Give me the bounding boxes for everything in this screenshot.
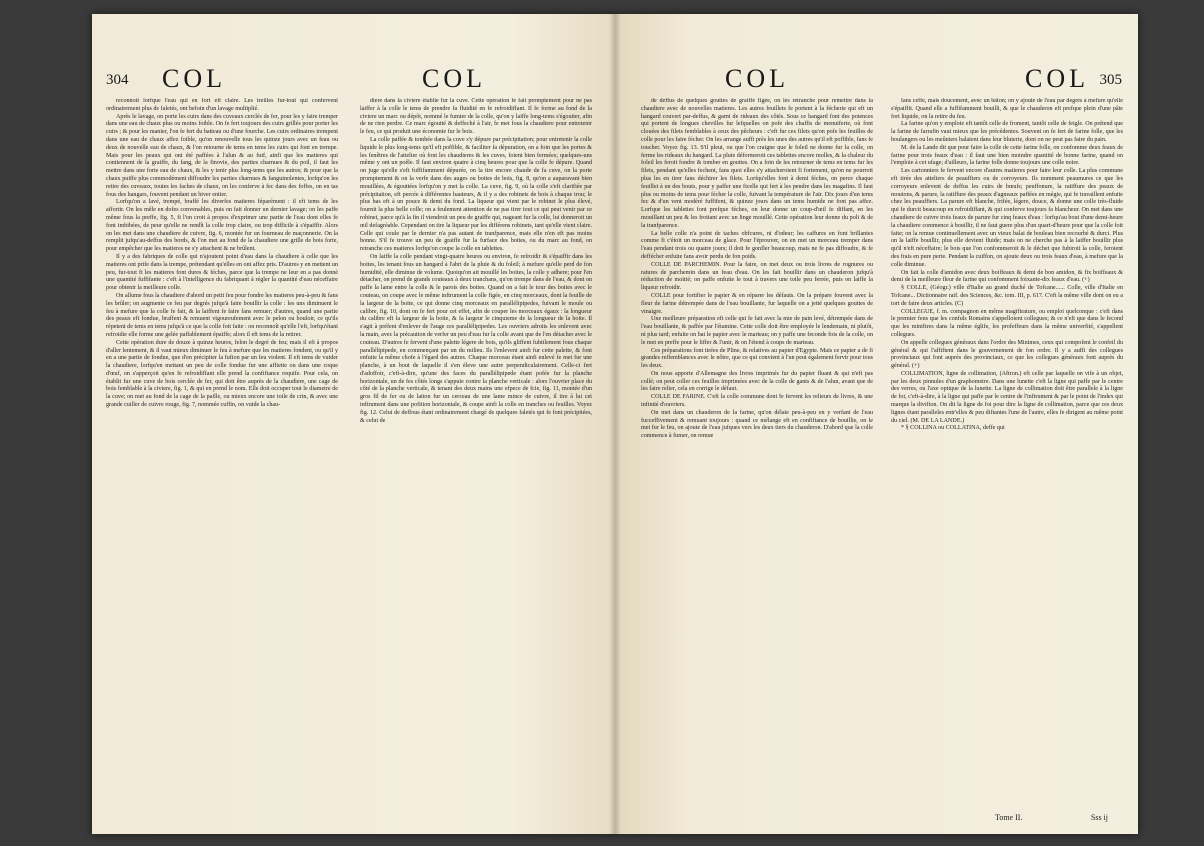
paragraph: Lorfqu'on a lavé, trempé, braffé les diverfes matieres féparément : il eft tems de les affortir. On les mêle en dofes convenables, puis on fait donner un dernier lavage; on les paffe même fous la preffe, fig. 5, fi l'on croit à propos d'exprimer une partie de l'eau dont elles fe font imbibées, de peur qu'elle ne rendît la colle trop claire, ou trop difficile à s'épaiffir. Alors on les met dans une chaudiere de cuivre, fig. 6, montée fur un fourneau de maçonnerie. On la remplit jufqu'au-deffus des bords, & l'on met au fond de la chaudiere une grille de bois forte, pour empêcher que les matieres ne s'y attachent & ne brûlent.: [106, 199, 338, 253]
paragraph: Une meilleure préparation eft celle qui fe fait avec la mie de pain levé, détrempée dans de l'eau bouillante, & paffée par l'étamine. Cette colle doit être employée le lendemain, ni plutôt, ni plus tard; enfuite on bat le papier avec le marteau; on y paffe une feconde fois de la colle, on le met en preffe pour le liffer & l'unir, & on l'étend à coups de marteau.: [641, 316, 873, 346]
running-head-right: COL: [1025, 64, 1089, 93]
paragraph: COLLE pour fortifier le papier & en réparer les défauts. On la prépare fouvent avec la fleur de farine détrempée dans de l'eau bouillante, fur laquelle on a jetté quelques gouttes de vinaigre.: [641, 292, 873, 315]
paragraph: M. de la Lande dit que pour faire la colle de cette farine folle, on confomme deux feaux de farine pour trois feaux d'eau : il faut une bien moindre quantité de bonne farine, quand on l'emploie à cet ufage; d'ailleurs, la farine folle donne toujours une colle noire.: [891, 144, 1123, 167]
paragraph: § COLLE, (Géogr.) ville d'Italie au grand duché de Tofcane...... Colle, ville d'Italie en Tofcane... Dictionnaire raif. des Sciences, &c. tom. III, p. 617. C'eft la même ville dont on eu a tort de faire deux articles. (C): [891, 285, 1123, 307]
running-head-left: COL: [162, 64, 226, 93]
paragraph: On fait la colle d'amidon avec deux boiffeaux & demi de bon amidon, & fix boiffeaux & demi de la meilleure fleur de farine qui confomment foixante-dix feaux d'eau. (+): [891, 269, 1123, 284]
paragraph: diere dans la civiere établie fur la cuve. Cette opération fe fait promptement pour ne pas laiffer à la colle le tems de prendre fa fluidité en fe refroidiffant. Il fe forme au fond de la civiere un marc ou dépôt, nommé le fumier de la colle, qu'on y laiffe long-tems s'égoutter, afin de ne rien perdre. Ce marc égoutté & deffeché à l'air, fe met fous la chaudiere pour entretenir le feu, ce qui produit une économie fur le bois.: [360, 98, 592, 136]
left-page-column-2: [360, 98, 592, 814]
paragraph: * § COLLINA ou COLLATINA, deffe qui: [901, 425, 1005, 432]
paragraph: COLLEGUE, f. m. compagnon en même magiftrature, ou emploi quelconque : c'eft dans le premier fens que les confuls Romains s'appelloient collegues; & ce n'eft que dans le fecond que les miniftres dans la même églife, les profeffeurs dans la même univerfité, s'appellent collegues.: [891, 308, 1123, 338]
right-page-column-2: [891, 98, 1123, 814]
paragraph: COLLE DE FARINE. C'eft la colle commune dont fe fervent les relieurs de livres, & une infinité d'ouvriers.: [641, 394, 873, 409]
paragraph: On allume fous la chaudiere d'abord un petit feu pour fondre les matieres peu-à-peu & fans les brûler; on augmente ce feu par degrés jufqu'à faire bouillir la colle : les uns diminuent le feu à mefure que la colle fe fait, & la laiffent fe faire fans remuer; d'autres, quand une partie des peaux eft fondue, braffent & remuent vigoureufement avec le pelon ou bouloir, ce qu'ils répetent de tems en tems jufqu'à ce que la colle foit faite : on reconnoît qu'elle l'eft, lorfqu'étant refroidie elle forme une gelée paffablement épaiffe; alors il eft tems de la retirer.: [106, 292, 338, 338]
paragraph: On laiffe la colle pendant vingt-quatre heures ou environ, fe refroidir & s'épaiffir dans les boites, les tenant fous un hangard à l'abri de la pluie & du foleil; à mefure qu'elle perd de fon humidité, elle diminue de volume. Quoiqu'on ait mouillé les boites, la colle y adhere; pour l'en détacher, on prend de grands couteaux à deux tranchans, qu'on trempe dans de l'eau, & dont on paffe la lame entre la colle & le parois des boites. Quand on a fait le tour des boites avec le couteau, on coupe avec le même inftrument la colle figée, en cinq morceaux, dont la feuille de la largeur de la boite, ce qui donne cinq morceaux en parallélipipedes, fuivant le moule ou calibre, fig. 10, dont on fe fert pour cet effet, afin de couper les morceaux égaux : la longueur du calibre eft la largeur de la boite, & fa largeur le cinquieme de la longueur de la boite. Il s'agit à préfent d'enlever de l'auge ces parallélipipedes. Les ouvriers adroits les enlevent avec la main, avec la précaution de verfer un peu d'eau fur la colle avant que de l'en détacher avec le couteau. D'autres fe fervent d'une palette légere de bois, qu'ils gliffent fubtilement fous chaque parallélipipede, en commençant par un du milieu. Ils l'enlevent ainfi fur cette palette, & font enfuite la même chofe à l'égard des autres. Chaque morceau étant ainfi enlevé fe met fur une planche, à un bout de laquelle il s'en éleve une autre perpendiculairement. Celle-ci fert d'adoffoir, c'eft-à-dire, qu'une des faces du parallélipipede étant pofée fur la planche horizontale, un de fes côtés longs s'appuie contre la planche verticale : alors l'ouvrier place du côté de la planche verticale, & tenant des deux mains une efpece de fcie, fig. 11, montée d'un gros fil de fer ou de laiton fur un cerceau de une lame mince de cuivre, il tire à lui cet inftrument dans une pofition horizontale, & coupe ainfi la colle en tranches ou feuilles. Voyez fig. 12. Celui de deffous étant ordinairement chargé de quelques faletés qui fe font précipitées, & celui de: [360, 253, 592, 424]
paragraph: On appelle collegues généraux dans l'ordre des Minimes, ceux qui compofent le confeil du général & qui l'affiftent dans le gouvernement de fon ordre. Il y a auffi des collegues provinciaux qui font auprès des provinciaux, ce que les collegues généraux font auprès du général. (+): [891, 339, 1123, 370]
paragraph: Cette opération dure de douze à quinze heures, felon le degré de feu; mais il eft à propos d'aller lentement, & il vaut mieux diminuer le feu à mefure que les matieres fondent, ou qu'il y en a une partie de fondue, que d'en précipiter la fufion par un feu violent. Il eft tems de vuider la chaudiere, lorfqu'en mettant un peu de colle fondue fur une affiette ou dans une coque d'œuf, on s'apperçoit qu'en fe refroidiffant elle prend la confiftance requife. Pour cela, on établit fur une cuve de bois cerclée de fer, qui doit être auprès de la chaudiere, une cage de bois femblable à la civiere, fig. 1, & qui en prend le nom. Elle doit occuper tout le diametre de la cuve; on met au fond de la cage de la paille, ou mieux encore une toile de crin, & avec une grande cuiller de cuivre rouge, fig. 7, nommée cuffin, on vuide la chau-: [106, 339, 338, 409]
left-page: [92, 14, 615, 834]
right-page-column-1: [641, 98, 873, 814]
gutter-shadow: [615, 14, 621, 834]
paragraph: Après le lavage, on porte les cuirs dans des cuveaux cerclés de fer, pour les y faire tremper dans une eau de chaux plus ou moins foible. On fe fert toujours des cuirs grillés pour porter les cuirs ; & pour les manier, l'on fe fert du batteau ou d'une fourche. Les cuirs ordinaires trempent dans une eau de chaux affez foible, qu'on renouvelle tous les quinze jours avec un feau ou deux de nouvelle eau de chaux, & l'on retourne de tems en tems les cuirs qui font en trempe. Mais pour les peaux qui ont été paffées à l'alun & au fuif, ainfi que les matieres qui contiennent de la graiffe, du fang, de la finovie, des parties charnues & du poil, il faut les mettre dans une forte eau de chaux, & les y tenir plus long-tems que les autres; & pour que la chaux puiffe plus commodément diffoudre les parties charnues & fanguinolentes, lorfqu'on les retire des cuveaux, toutes les faches de chaux, on les conferve à fec dans des foffes, on en tas fous des hangars, fouvent pendant un hiver entier.: [106, 113, 338, 198]
left-page-column-1: [106, 98, 338, 814]
footer-signature-mark: Sss ij: [1090, 813, 1108, 822]
running-head-left: COL: [725, 64, 789, 93]
right-page-header: [615, 64, 1138, 94]
footer-volume: Tome II.: [995, 813, 1023, 822]
paragraph: La farine qu'on y emploie eft tantôt celle de froment, tantôt celle de feigle. On prétend que la farine de farrafin vaut mieux que les précédentes. Souvent on fe fert de farine folle, que les boulangers ou les meûniers balaient dans leur bluterie, dont on ne peut pas faire du pain.: [891, 121, 1123, 143]
paragraph: reconnoit lorfque l'eau qui en fort eft claire. Les treilles fur-tout qui confervent ordinairement plus de faletés, ont befoin d'un lavage multiplié.: [106, 98, 338, 112]
paragraph: La colle paffée & tombée dans la cuve s'y dépure par précipitation; pour entretenir la colle liquide le plus long-tems qu'il eft poffible, & faciliter fa dépuration, on a foin que les portes & les fenêtres de l'attelier où font les chaudieres & les cuves, foient bien fermées; quelques-uns même y ont un poêle. Il faut environ quatre à cinq heures pour que la colle fe dépure. Quand on juge qu'elle s'eft fuffifamment dépurée, on la tire encore chaude de fa cuve, on la porte promptement & on la verfe dans des auges ou boites de bois, fig. 8, qu'on a auparavant bien mouillées, & égouttées lorfqu'on y met la colle. La cuve, fig. 9, où la colle s'eft clarifiée par précipitation, eft percée à différentes hauteurs, & il y a des robinets de bois à chaque trou; le plus bas eft à un pouce & demi du fond. La liqueur qui vient par le robinet le plus élevé, fournit la plus belle colle; on a feulement attention de ne pas tirer tout ce qui peut venir par ce robinet, parce qu'à la fin il viendroit un peu de graiffe qui, nageant fur la colle, lui donneroit un œil defagréable. Cependant on tire la liqueur par les différens robinets, tant qu'elle vient claire. Celle qui coule par le dernier n'a pas autant de tranfparence, mais elle n'en eft pas moins bonne. S'il fe trouve un peu de graiffe fur la furface des boites, ou du marc au fond, on retranche ces matieres lorfqu'on coupe la colle en tablettes.: [360, 136, 592, 253]
paragraph: fans ceffe, mais doucement, avec un bâton; on y ajoute de l'eau par degrés à mefure qu'elle s'épaiffit. Quand elle a fuffifamment bouilli, & que le chauderon eft prefque plein d'une pâte fort liquide, on la retire du feu.: [891, 98, 1123, 120]
right-page: [615, 14, 1138, 834]
paragraph: Les cartonniers fe fervent encore d'autres matieres pour faire leur colle. La plus commune eft tirée des atteliers de peauffiers ou de corroyeurs. Ils nomment peaumures ce que les corroyeurs enlevent de deffus les cuirs de bœufs; peuffonure, la ratiffure des peaux de moutons, & parure, la ratiffure des peaux d'agneaux paffées en mégie, qui fe travaillent enfuite chez les peauffiers. La parure eft blanche, frifée, légere, douce, & donne une colle très-fluide qui fe durcit beaucoup en refroidiffant, & qui conferve toujours fa blancheur. On met dans une chaudiere de cuivre trois feaux de parure fur cinq feaux d'eau : lorfqu'au bout d'une demi-heure la chaudiere commence à bouillir, il ne faut guere plus d'un quart-d'heure pour que la colle foit faite; on la remue continuellement avec un vieux balai de bouleau bien recourbé & durci. Plus on la laiffe bouillir, plus elle devient fluide; mais on ne cherche pas à la laiffer bouillir plus qu'il n'eft néceffaire; le bois que l'on confommeroit & le déchet que fubiroit la colle, feroient des frais en pure perte. Pendant la cuiffon, on ajoute deux ou trois feaux d'eau, à mefure que la colle diminue.: [891, 168, 1123, 268]
left-page-header: [92, 64, 615, 94]
paragraph: La belle colle n'a point de taches obfcures, ni d'odeur; les caffures en font brillantes comme fi c'étoit un morceau de glace. Pour l'éprouver, on en met un morceau tremper dans l'eau pendant trois ou quatre jours; il doit fe gonfler beaucoup, mais ne fe pas diffoudre, & fe deffécher enfuite fans avoir perdu de fon poids.: [641, 230, 873, 260]
paragraph: de deffus de quelques gouttes de graiffe figée, on les retranche pour remettre dans la chaudiere avec de nouvelles matieres. Les autres feuillets fe portent à la fécherie qui eft un hangard couvert par-deffus, & garni de rideaux des côtés. Sous ce hangard font des potences qui portent de longues chevilles fur lefquelles on pofe des chaffis de menuiferie, où font clouées des filets femblables à ceux des pêcheurs : c'eft fur ces filets qu'on pofe les feuilles de colle pour les faire fécher. On les arrange auffi près les unes des autres qu'il eft poffible, fans fe toucher. Voyez fig. 13. S'il pleut, ou que l'on craigne que le foleil ne donne fur la colle, on ferme les rideaux du hangard. La pluie déformeroit ces tablettes encore molles, & la chaleur du foleil les feroit fondre & tomber en gouttes. On a foin de les retourner de tems en tems fur les filets, pendant qu'elles fechent, fans quoi elles s'y attacheroient fi fortement, qu'on ne pourroit plus les en tirer fans déchirer les filets. Lorfqu'elles font à demi féches, on perce chaque feuillet à un des bouts, pour y paffer une ficelle qui fert à les pendre dans les magafins. Il faut plus ou moins de tems pour fécher la colle, fuivant la température de l'air. Dix jours d'un tems fec & d'un vent modéré fuffifent, & quinze jours dans un tems humide ne font pas affez. Lorfque les tablettes font prefque féches, on leur donne un coup-d'œil fe diffant, en les mouillant un peu & les frottant avec un linge mouillé. Cette opération leur donne du poli & de la tranfparence.: [641, 98, 873, 229]
paragraph: On nous apporte d'Allemagne des livres imprimés fur du papier fluant & qui n'eft pas collé; on peut coller ces feuilles imprimées avec de la colle de gants & de l'alun, avant que de les faire relier, cela en corrige le défaut.: [641, 370, 873, 393]
running-head-right: COL: [422, 64, 486, 93]
page-number: 304: [106, 72, 129, 88]
paragraph: On met dans un chauderon de la farine, qu'on délaie peu-à-peu en y verfant de l'eau fucceffivement & remuant toujours : quand ce mélange eft en confiftance de bouillie, on le met fur le feu, on ajoute de l'eau jufques vers les deux tiers du chauderon. D'abord que la colle commence à fumer, on remue: [641, 409, 873, 440]
paragraph: COLLIMATION, ligne de collimation, (Aftron.) eft celle par laquelle on vife à un objet, par les deux pinnules d'un graphometre. Dans une lunette c'eft la ligne qui paffe par le centre des verres, ou l'axe optique de la lunette. La ligne de collimation doit être parallele à la ligne de foi, c'eft-à-dire, à la ligne qui paffe par le centre de l'inftrument & par le point de l'index qui marque la divifion. On dit la ligne de foi pour dire la ligne de collimation, parce que ces deux lignes étant paralleles entr'elles & peu diftantes l'une de l'autre, elles fe dirigent au même point du ciel. (M. DE LA LANDE.): [891, 370, 1123, 424]
paragraph: Ces préparations font tirées de Pline, & relatives au papier d'Egypte. Mais ce papier a de fi grandes reffemblances avec le nôtre, que ce qui convient à l'un peut également fervir pour tous les deux.: [641, 347, 873, 370]
book-spread: [92, 14, 1138, 834]
paragraph: COLLE DE PARCHEMIN. Pour la faire, on met deux ou trois livres de rognures ou ratures de parchemin dans un feau d'eau. On les fait bouillir dans un chauderon jufqu'à réduction de moitié; on paffe enfuite le tout à travers une toile peu ferrée, puis on laiffe la liqueur refroidir.: [641, 261, 873, 292]
paragraph: Il y a des fabriques de colle qui n'ajoutent point d'eau dans la chaudiere à celle que les matieres ont prife dans la trempe, prétendant qu'elles en ont affez pris. D'autres y en mettent un peu, fur-tout fi les matieres font dures & féches, parce que la trempe ne leur en a pas donné une quantité fuffifante : c'eft à l'intelligence du fabriquant à régler la quantité d'eau néceffaire pour obtenir la meilleure colle.: [106, 253, 338, 292]
page-number: 305: [1099, 72, 1122, 88]
